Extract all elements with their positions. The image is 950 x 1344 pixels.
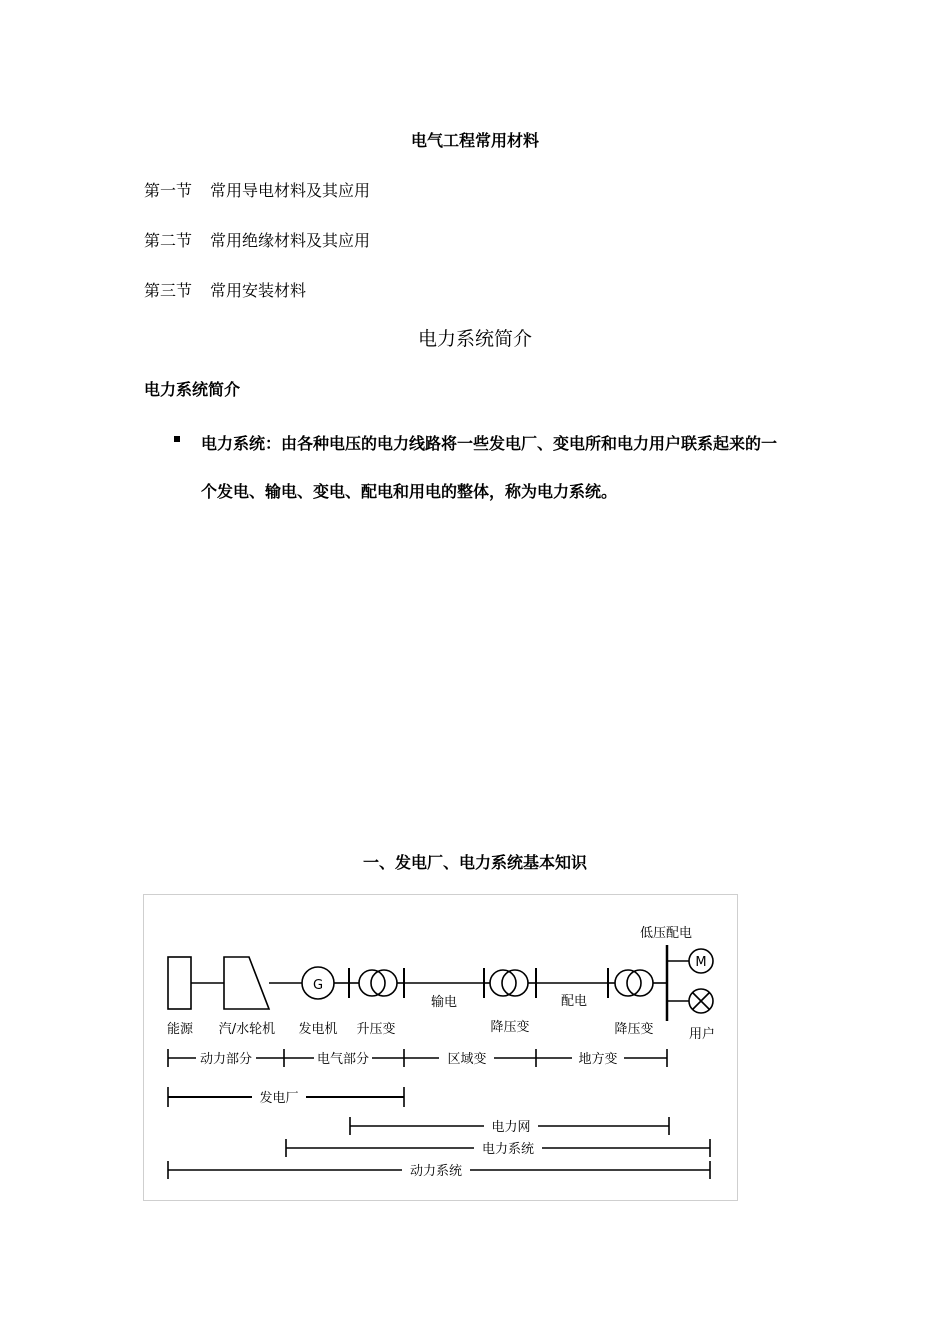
toc-number: 第一节 — [144, 181, 193, 200]
toc-label: 常用绝缘材料及其应用 — [210, 231, 371, 250]
label-generator: 发电机 — [298, 1022, 338, 1037]
step-down-transformer-2-coil-2 — [627, 970, 653, 996]
span-label-local: 地方变 — [578, 1052, 618, 1067]
step-up-transformer-coil-1 — [359, 970, 385, 996]
bullet-text-line-2: 个发电、输电、变电、配电和用电的整体，称为电力系统。 — [201, 482, 618, 501]
toc-label: 常用导电材料及其应用 — [210, 181, 371, 200]
label-turbine: 汽/水轮机 — [218, 1022, 276, 1037]
step-down-transformer-2-coil-1 — [615, 970, 641, 996]
document-title: 电气工程常用材料 — [410, 131, 539, 150]
step-down-transformer-1-coil-1 — [490, 970, 516, 996]
step-down-transformer-1-coil-2 — [502, 970, 528, 996]
toc-item-1 — [144, 178, 370, 201]
span-label-regional: 区域变 — [447, 1052, 487, 1067]
bullet-text-line-1: 电力系统：由各种电压的电力线路将一些发电厂、变电所和电力用户联系起来的一 — [201, 434, 778, 453]
turbine-shape — [224, 957, 269, 1009]
step-up-transformer-coil-2 — [371, 970, 397, 996]
span-label-grid: 电力网 — [491, 1120, 531, 1135]
label-distribution: 配电 — [560, 994, 588, 1009]
label-step-down-2: 降压变 — [614, 1022, 654, 1037]
span-label-power-part: 动力部分 — [199, 1052, 253, 1067]
toc-item-2 — [144, 228, 370, 251]
label-transmission: 输电 — [430, 995, 458, 1010]
label-low-voltage: 低压配电 — [639, 926, 693, 941]
power-system-diagram — [143, 894, 738, 1201]
label-step-down-1: 降压变 — [490, 1020, 530, 1035]
label-user: 用户 — [688, 1027, 716, 1042]
toc-number: 第二节 — [144, 231, 193, 250]
span-label-electric-part: 电气部分 — [316, 1052, 370, 1067]
toc-item-3 — [144, 278, 306, 301]
label-energy: 能源 — [166, 1022, 194, 1037]
bullet-square-icon — [174, 436, 180, 442]
motor-symbol: M — [695, 955, 707, 970]
label-step-up: 升压变 — [356, 1022, 396, 1037]
power-system-diagram-svg — [144, 895, 737, 1200]
toc-number: 第三节 — [144, 281, 193, 300]
generator-symbol: G — [312, 978, 324, 993]
span-label-dynamic-system: 动力系统 — [409, 1164, 463, 1179]
toc-label: 常用安装材料 — [210, 281, 307, 300]
diagram-section-title: 一、发电厂、电力系统基本知识 — [362, 853, 587, 872]
section-heading: 电力系统简介 — [144, 380, 241, 399]
section-subtitle: 电力系统简介 — [417, 328, 532, 350]
span-label-power-system: 电力系统 — [481, 1142, 535, 1157]
span-label-plant: 发电厂 — [259, 1091, 299, 1106]
energy-source-box — [168, 957, 191, 1009]
